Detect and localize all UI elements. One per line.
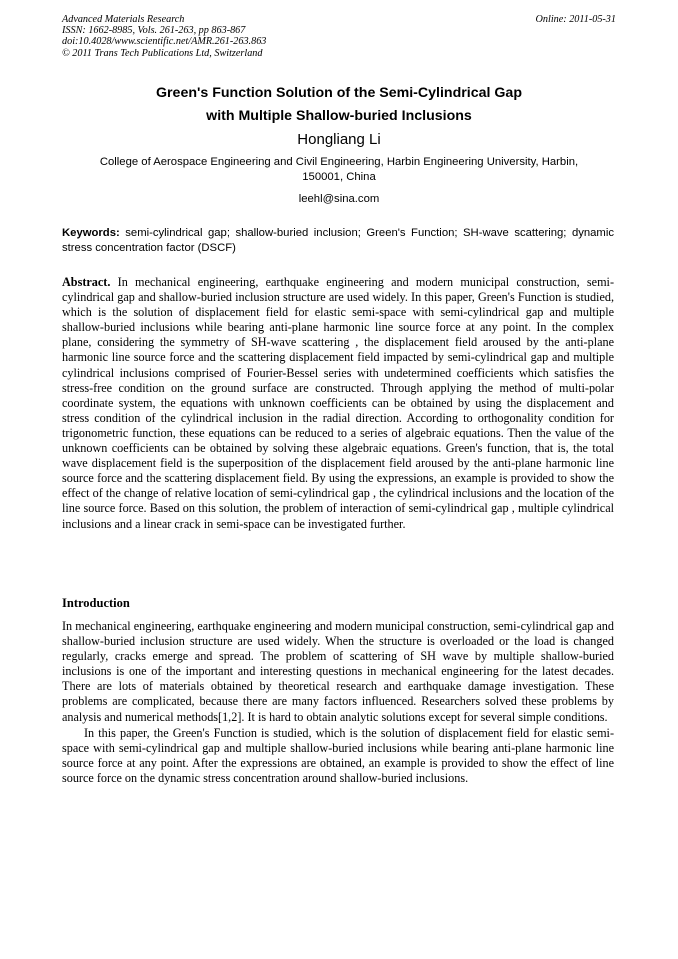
author-affiliation <box>66 155 612 184</box>
affiliation-line-1: College of Aerospace Engineering and Civil Engineering, Harbin Engineering University, Harbin, <box>99 156 579 168</box>
paper-title <box>62 82 616 128</box>
affiliation-line-2: 150001, China <box>302 170 376 183</box>
abstract <box>62 275 614 532</box>
journal-header <box>62 14 616 59</box>
keywords-label: Keywords: <box>62 227 120 239</box>
doi-line: doi:10.4028/www.scientific.net/AMR.261-263.863 <box>62 36 267 48</box>
intro-paragraph-2: In this paper, the Green's Function is studied, which is the solution of displacement field for elastic semi-space with semi-cylindrical gap and multiple shallow-buried inclusions while bearing anti-plane harmonic line source force at any point. After the expressions are obtained, an example is provided to show the effect of line source force on the dynamic stress concentration around shallow-buried inclusions. <box>62 725 614 785</box>
copyright-line: © 2011 Trans Tech Publications Ltd, Switzerland <box>62 47 263 59</box>
author-name: Hongliang Li <box>297 131 381 148</box>
author-email: leehl@sina.com <box>298 193 380 205</box>
title-line-2: with Multiple Shallow-buried Inclusions <box>206 108 472 124</box>
journal-name: Advanced Materials Research <box>62 14 185 25</box>
section-heading-introduction: Introduction <box>62 596 130 610</box>
introduction-body <box>62 619 614 786</box>
intro-paragraph-1: In mechanical engineering, earthquake engineering and modern municipal construction, semi-cylindrical gap and shallow-buried inclusion structure are used widely. When the structure is overloaded or the load is changed regularly, cracks emerge and spread. The problem of scattering of SH wave by multiple shallow-buried inclusions is one of the important and interesting questions in mechanical engineering for the latest decades. There are lots of materials obtained by theoretical research and earthquake damage investigation. These problems are complicated, because there are many factors influenced. Researchers solved these problems by analysis and numerical methods[1,2]. It is hard to obtain analytic solutions except for several simple conditions. <box>62 619 614 724</box>
abstract-text: In mechanical engineering, earthquake engineering and modern municipal construction, semi-cylindrical gap and shallow-buried inclusion structure are used widely. In this paper, Green's Function is studied, which is the solution of displacement field for elastic semi-space with semi-cylindrical gap and multiple shallow-buried inclusions while bearing anti-plane harmonic line source force at any point. In the complex plane, considering the symmetry of SH-wave scattering , the displacement field aroused by the anti-plane harmonic line source force and the scattering displacement field impacted by semi-cylindrical gap and multiple cylindrical inclusions comprised of Fourier-Bessel series with undetermined coefficients which satisfies the stress-free condition on the ground surface are constructed. Through applying the method of multi-polar coordinate system, the equations with unknown coefficients can be obtained by using the displacement and stress condition of the cylindrical inclusion in the radial direction. According to orthogonality condition for trigonometric function, these equations can be reduced to a series of algebraic equations. Then the value of the unknown coefficients can be obtained by solving these algebraic equations. Green's function, that is, the total wave displacement field is the superposition of the displacement field aroused by the anti-plane harmonic line source force and the scattering displacement field. By using the expressions, an example is provided to show the effect of the change of relative location of semi-cylindrical gap , the cylindrical inclusions and the location of the line source force. Based on this solution, the problem of interaction of semi-cylindrical gap , multiple cylindrical inclusions and a linear crack in semi-space can be investigated further. <box>62 275 614 531</box>
keywords <box>62 226 614 255</box>
abstract-label: Abstract. <box>62 275 111 289</box>
issn-line: ISSN: 1662-8985, Vols. 261-263, pp 863-867 <box>62 25 246 37</box>
keywords-text: semi-cylindrical gap; shallow-buried inclusion; Green's Function; SH-wave scattering; dynamic stress concentration factor (DSCF) <box>62 227 615 254</box>
online-date: Online: 2011-05-31 <box>535 14 616 25</box>
header-citation <box>62 14 616 59</box>
title-line-1: Green's Function Solution of the Semi-Cylindrical Gap <box>156 85 522 101</box>
